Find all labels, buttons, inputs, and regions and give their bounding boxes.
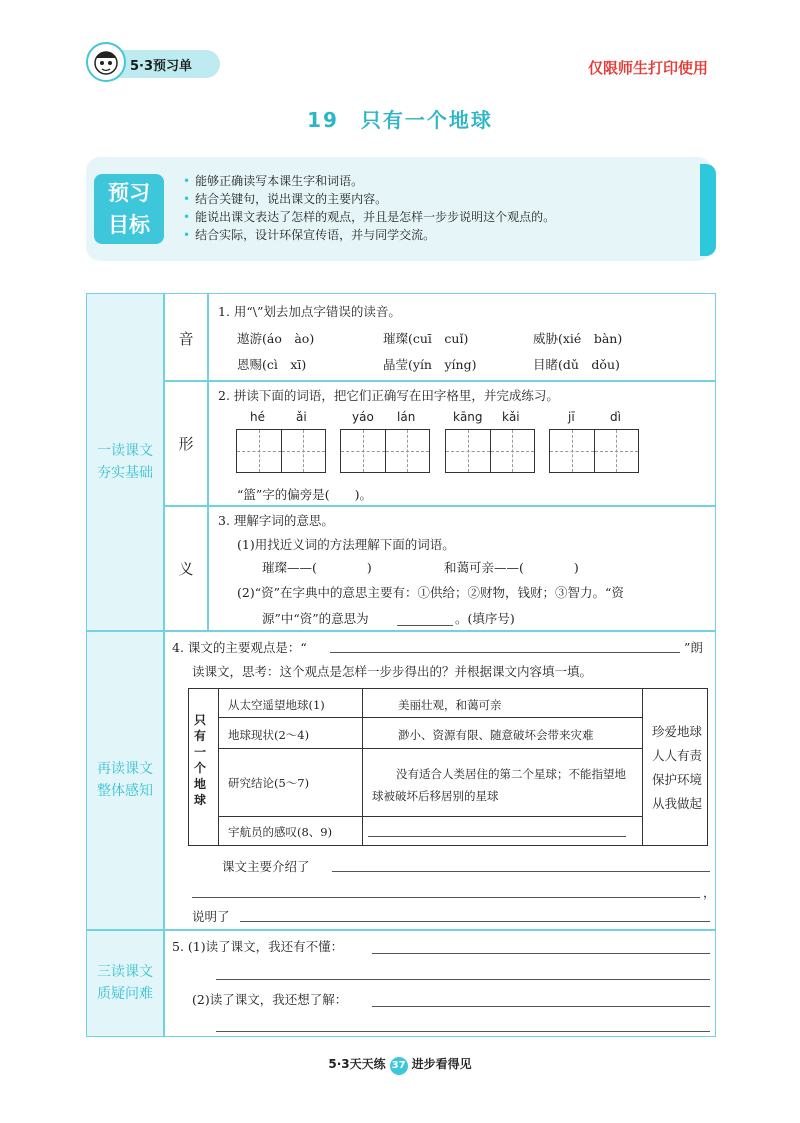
answer-blank[interactable] bbox=[216, 1017, 710, 1032]
divider bbox=[218, 688, 219, 846]
chart-left-label: 只有一个地球 bbox=[194, 713, 207, 807]
answer-blank[interactable] bbox=[216, 965, 710, 980]
q4-prompt-c: 读课文，思考：这个观点是怎样一步步得出的？并根据课文内容填一填。 bbox=[192, 664, 593, 679]
section-first-line1: 一读课文 bbox=[97, 443, 153, 459]
divider bbox=[642, 688, 643, 846]
pinyin: yáo bbox=[352, 410, 374, 424]
section-second-line1: 再读课文 bbox=[97, 761, 153, 777]
answer-blank[interactable] bbox=[330, 638, 680, 653]
q3-sub2c: 。(填序号) bbox=[455, 611, 515, 626]
q4-summary-comma: ， bbox=[703, 885, 716, 900]
chart-row-left: 地球现状(2～4) bbox=[228, 728, 310, 742]
section-second-label bbox=[87, 631, 163, 929]
section-third-label bbox=[87, 930, 163, 1036]
footer-left: 5·3天天练 bbox=[328, 1057, 386, 1071]
divider bbox=[163, 294, 165, 1036]
answer-blank[interactable] bbox=[332, 857, 710, 872]
chart-row-left: 研究结论(5～7) bbox=[228, 776, 310, 790]
objective-item: • 能说出课文表达了怎样的观点，并且是怎样一步步说明这个观点的。 bbox=[183, 208, 555, 226]
label-yin: 音 bbox=[178, 330, 194, 348]
tianzige-box[interactable] bbox=[445, 429, 535, 473]
q3-prompt: 3. 理解字词的意思。 bbox=[218, 513, 334, 528]
chart-row-left: 从太空遥望地球(1) bbox=[228, 698, 325, 712]
answer-blank[interactable] bbox=[240, 907, 710, 922]
divider bbox=[87, 630, 715, 632]
q2-prompt: 2. 拼读下面的词语，把它们正确写在田字格里，并完成练习。 bbox=[218, 388, 559, 403]
q4-prompt-b: ”朗 bbox=[684, 640, 703, 655]
q1-item: 威胁(xié bàn) bbox=[533, 331, 623, 346]
divider bbox=[218, 748, 642, 749]
section-first-line2: 夯实基础 bbox=[97, 465, 153, 481]
pinyin: ǎi bbox=[296, 410, 307, 424]
pinyin: hé bbox=[250, 410, 265, 424]
q1-item: 目睹(dǔ dǒu) bbox=[533, 357, 620, 372]
q5-item1: 5. (1)读了课文，我还有不懂： bbox=[172, 939, 344, 954]
q5-item2: (2)读了课文，我还想了解： bbox=[192, 992, 348, 1007]
q1-prompt: 1. 用“\”划去加点字错误的读音。 bbox=[218, 304, 401, 319]
tianzige-box[interactable] bbox=[549, 429, 639, 473]
pinyin: kāng bbox=[453, 410, 483, 424]
answer-blank[interactable] bbox=[372, 939, 710, 954]
objectives-badge-line2: 目标 bbox=[108, 213, 150, 237]
q4-prompt-a: 4. 课文的主要观点是：“ bbox=[172, 640, 307, 655]
objectives-badge bbox=[94, 174, 164, 244]
answer-blank[interactable] bbox=[397, 611, 453, 626]
q2-radical: “篮”字的偏旁是( )。 bbox=[237, 487, 373, 502]
chart-row-right: 美丽壮观，和蔼可亲 bbox=[398, 698, 502, 712]
section-third-line1: 三读课文 bbox=[97, 964, 153, 980]
page-title: 19 只有一个地球 bbox=[307, 108, 493, 132]
print-notice: 仅限师生打印使用 bbox=[587, 59, 708, 77]
divider bbox=[218, 816, 642, 817]
q3-word1: 璀璨——( ) bbox=[262, 560, 372, 575]
objectives-badge-line1: 预习 bbox=[108, 181, 150, 205]
chart-row-right: 渺小、资源有限、随意破坏会带来灾难 bbox=[398, 728, 594, 742]
q3-sub2a: (2)“资”在字典中的意思主要有：①供给；②财物，钱财；③智力。“资 bbox=[237, 585, 624, 600]
section-third-line2: 质疑问难 bbox=[97, 986, 153, 1002]
header-badge-text: 5·3预习单 bbox=[130, 59, 193, 74]
answer-blank[interactable] bbox=[372, 992, 710, 1007]
q4-summary-b: 说明了 bbox=[192, 909, 230, 924]
q3-sub2b: 源”中“资”的意思为 bbox=[262, 611, 369, 626]
answer-blank[interactable] bbox=[368, 822, 626, 837]
page-number: 37 bbox=[390, 1057, 408, 1075]
pinyin: jī bbox=[568, 410, 575, 424]
label-yi: 义 bbox=[178, 560, 194, 578]
pinyin: dì bbox=[610, 410, 621, 424]
objectives-list bbox=[183, 172, 555, 244]
section-first-label bbox=[87, 294, 163, 630]
objectives-accent bbox=[700, 164, 716, 256]
q1-item: 璀璨(cuī cuǐ) bbox=[383, 331, 469, 346]
objective-item: • 结合实际，设计环保宣传语，并与同学交流。 bbox=[183, 226, 555, 244]
q4-summary-a: 课文主要介绍了 bbox=[222, 859, 310, 874]
tianzige-box[interactable] bbox=[236, 429, 326, 473]
label-xing: 形 bbox=[178, 435, 194, 453]
mascot-icon bbox=[86, 42, 126, 82]
chart-conclusion: 珍爱地球人人有责保护环境从我做起 bbox=[651, 724, 702, 811]
chart-row-right: 没有适合人类居住的第二个星球；不能指望地球被破坏后移居别的星球 bbox=[372, 767, 626, 803]
footer bbox=[0, 1055, 800, 1075]
q3-word2: 和蔼可亲——( ) bbox=[444, 560, 579, 575]
q1-item: 晶莹(yín yíng) bbox=[383, 357, 477, 372]
q1-item: 恩赐(cì xī) bbox=[237, 357, 307, 372]
objective-item: • 结合关键句，说出课文的主要内容。 bbox=[183, 190, 555, 208]
pinyin: kǎi bbox=[502, 410, 520, 424]
divider bbox=[87, 929, 715, 931]
divider bbox=[218, 717, 642, 718]
pinyin: lán bbox=[397, 410, 416, 424]
section-second-line2: 整体感知 bbox=[97, 783, 153, 799]
q3-sub1: (1)用找近义词的方法理解下面的词语。 bbox=[237, 537, 455, 552]
tianzige-box[interactable] bbox=[340, 429, 430, 473]
answer-blank[interactable] bbox=[192, 883, 700, 898]
objective-item: • 能够正确读写本课生字和词语。 bbox=[183, 172, 555, 190]
divider bbox=[362, 688, 363, 846]
q1-item: 遨游(áo ào) bbox=[237, 331, 315, 346]
footer-right: 进步看得见 bbox=[411, 1057, 472, 1071]
chart-row-left: 宇航员的感叹(8、9) bbox=[228, 825, 333, 839]
divider bbox=[163, 380, 715, 382]
divider bbox=[163, 505, 715, 507]
